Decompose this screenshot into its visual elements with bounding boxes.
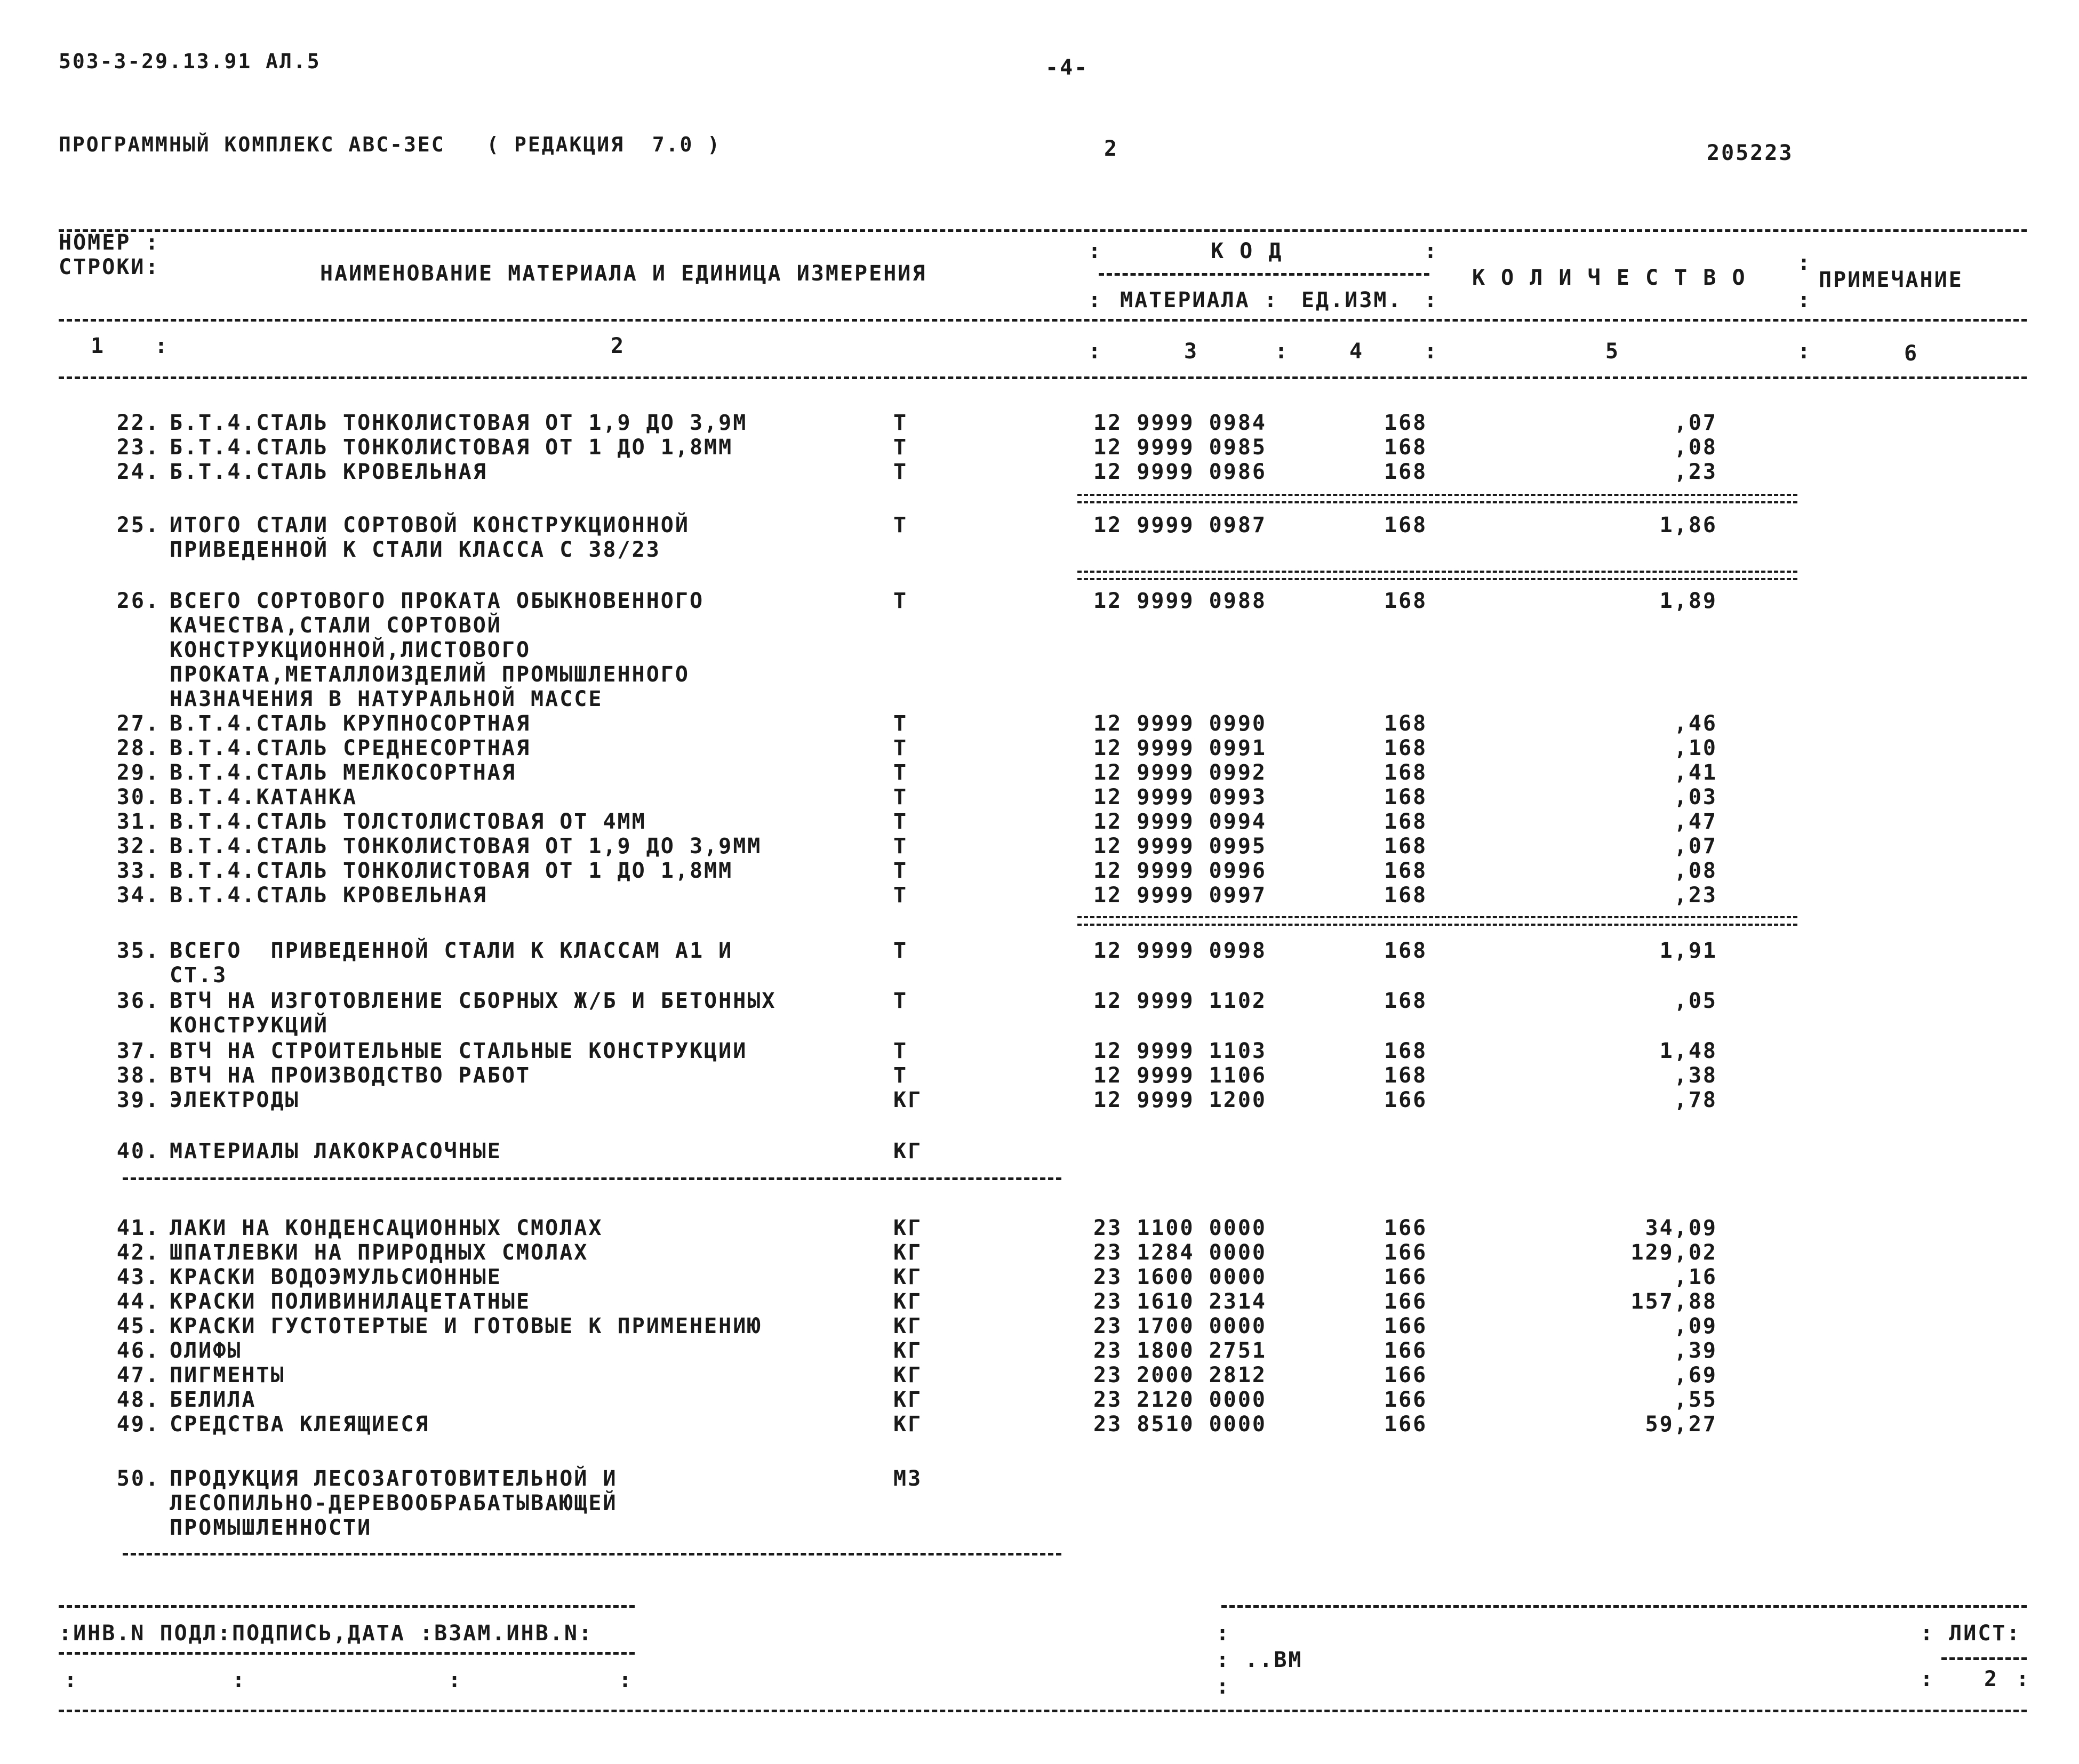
unit: Т <box>893 785 908 809</box>
material-code: 12 9999 0997 <box>1093 883 1267 908</box>
table-row <box>0 1314 2079 1338</box>
material-name: МАТЕРИАЛЫ ЛАКОКРАСОЧНЫЕ <box>170 1139 502 1164</box>
material-code: 23 1600 0000 <box>1093 1265 1267 1289</box>
row-number: 40. <box>116 1139 160 1164</box>
unit-code: 166 <box>1384 1265 1428 1289</box>
document-number: 205223 <box>1707 141 1794 165</box>
sheet-number: 2 <box>1984 1667 1999 1691</box>
table-row <box>0 1412 2079 1437</box>
quantity: ,78 <box>1674 1088 1717 1112</box>
row-number: 49. <box>116 1412 160 1437</box>
row-number: 29. <box>116 760 160 785</box>
row-number: 36. <box>116 989 160 1013</box>
row-number: 22. <box>116 411 160 435</box>
unit: КГ <box>893 1412 923 1437</box>
material-name-continued: ПРОМЫШЛЕННОСТИ <box>170 1516 372 1540</box>
table-row <box>0 435 2079 460</box>
material-code: 23 1700 0000 <box>1093 1314 1267 1338</box>
unit-code: 168 <box>1384 883 1428 908</box>
unit-code: 168 <box>1384 711 1428 736</box>
material-code: 23 8510 0000 <box>1093 1412 1267 1437</box>
unit: КГ <box>893 1088 923 1112</box>
unit-code: 168 <box>1384 513 1428 538</box>
row-number: 34. <box>116 883 160 908</box>
unit-code: 168 <box>1384 589 1428 613</box>
subtotal-rule <box>1077 571 1797 580</box>
material-name: В.Т.4.СТАЛЬ ТОНКОЛИСТОВАЯ ОТ 1 ДО 1,8ММ <box>170 859 733 883</box>
header-top-rule <box>59 229 2027 232</box>
unit-code: 168 <box>1384 785 1428 809</box>
material-code: 23 1800 2751 <box>1093 1338 1267 1363</box>
row-number: 30. <box>116 785 160 809</box>
material-name: ВТЧ НА СТРОИТЕЛЬНЫЕ СТАЛЬНЫЕ КОНСТРУКЦИИ <box>170 1039 748 1063</box>
table-row <box>0 989 2079 1013</box>
table-row <box>0 939 2079 963</box>
unit-code: 166 <box>1384 1216 1428 1240</box>
quantity: 59,27 <box>1645 1412 1717 1437</box>
material-name-continued: КОНСТРУКЦИЙ <box>170 1013 329 1038</box>
quantity: ,10 <box>1674 736 1717 760</box>
unit-code: 166 <box>1384 1412 1428 1437</box>
quantity: ,39 <box>1674 1338 1717 1363</box>
unit: КГ <box>893 1289 923 1314</box>
material-name: КРАСКИ ПОЛИВИНИЛАЦЕТАТНЫЕ <box>170 1289 531 1314</box>
table-row <box>0 834 2079 859</box>
material-name: ОЛИФЫ <box>170 1338 242 1363</box>
unit: Т <box>893 435 908 460</box>
quantity: ,09 <box>1674 1314 1717 1338</box>
quantity: ,07 <box>1674 834 1717 859</box>
material-name-continued: КАЧЕСТВА,СТАЛИ СОРТОВОЙ <box>170 613 502 638</box>
section-number: 2 <box>1104 137 1119 161</box>
stamp-top-rule <box>59 1605 635 1608</box>
table-row <box>0 711 2079 736</box>
material-name: ВСЕГО ПРИВЕДЕННОЙ СТАЛИ К КЛАССАМ А1 И <box>170 939 733 963</box>
table-row <box>0 1289 2079 1314</box>
material-code: 12 9999 0990 <box>1093 711 1267 736</box>
table-row <box>0 589 2079 613</box>
unit-code: 168 <box>1384 435 1428 460</box>
table-row <box>0 883 2079 908</box>
material-name-continued: СТ.3 <box>170 963 228 988</box>
unit: КГ <box>893 1363 923 1388</box>
unit: Т <box>893 989 908 1013</box>
quantity: ,69 <box>1674 1363 1717 1388</box>
table-row <box>0 1139 2079 1164</box>
material-name-continued: НАЗНАЧЕНИЯ В НАТУРАЛЬНОЙ МАССЕ <box>170 687 603 711</box>
row-number-header: НОМЕР : СТРОКИ: <box>59 230 160 279</box>
material-code: 23 2000 2812 <box>1093 1363 1267 1388</box>
quantity: ,08 <box>1674 435 1717 460</box>
quantity: ,23 <box>1674 460 1717 484</box>
note-header: ПРИМЕЧАНИЕ <box>1819 268 1963 292</box>
quantity: ,05 <box>1674 989 1717 1013</box>
material-code: 23 1284 0000 <box>1093 1240 1267 1265</box>
unit-code: 168 <box>1384 859 1428 883</box>
col-number-5: 5 <box>1605 339 1620 364</box>
material-name: ВСЕГО СОРТОВОГО ПРОКАТА ОБЫКНОВЕННОГО <box>170 589 705 613</box>
material-name: В.Т.4.СТАЛЬ ТОНКОЛИСТОВАЯ ОТ 1,9 ДО 3,9ММ <box>170 834 762 859</box>
material-name: В.Т.4.СТАЛЬ КРОВЕЛЬНАЯ <box>170 883 487 908</box>
unit-code: 168 <box>1384 1039 1428 1063</box>
unit: Т <box>893 460 908 484</box>
unit-code: 168 <box>1384 834 1428 859</box>
program-title: ПРОГРАММНЫЙ КОМПЛЕКС АВС-ЗЕС ( РЕДАКЦИЯ 7.0 ) <box>59 133 722 156</box>
material-code: 12 9999 1102 <box>1093 989 1267 1013</box>
row-number: 25. <box>116 513 160 538</box>
unit-code: 166 <box>1384 1338 1428 1363</box>
unit-code: 166 <box>1384 1289 1428 1314</box>
row-number: 41. <box>116 1216 160 1240</box>
quantity: 34,09 <box>1645 1216 1717 1240</box>
unit: КГ <box>893 1314 923 1338</box>
material-name: БЕЛИЛА <box>170 1388 257 1412</box>
material-code: 12 9999 0987 <box>1093 513 1267 538</box>
material-name: Б.Т.4.СТАЛЬ КРОВЕЛЬНАЯ <box>170 460 487 484</box>
document-code: 503-3-29.13.91 АЛ.5 <box>59 50 321 73</box>
table-row <box>0 1388 2079 1412</box>
unit-code: 166 <box>1384 1363 1428 1388</box>
row-number: 38. <box>116 1063 160 1088</box>
row-number: 43. <box>116 1265 160 1289</box>
quantity: ,46 <box>1674 711 1717 736</box>
name-header: НАИМЕНОВАНИЕ МАТЕРИАЛА И ЕДИНИЦА ИЗМЕРЕНИЯ <box>320 261 927 286</box>
unit: Т <box>893 513 908 538</box>
material-name: ЛАКИ НА КОНДЕНСАЦИОННЫХ СМОЛАХ <box>170 1216 603 1240</box>
material-name: КРАСКИ ГУСТОТЕРТЫЕ И ГОТОВЫЕ К ПРИМЕНЕНИЮ <box>170 1314 762 1338</box>
row-number: 24. <box>116 460 160 484</box>
unit-code: 166 <box>1384 1314 1428 1338</box>
table-row <box>0 513 2079 538</box>
material-name: В.Т.4.СТАЛЬ КРУПНОСОРТНАЯ <box>170 711 531 736</box>
material-name-continued: ЛЕСОПИЛЬНО-ДЕРЕВООБРАБАТЫВАЮЩЕЙ <box>170 1491 618 1516</box>
material-code: 12 9999 0986 <box>1093 460 1267 484</box>
unit: КГ <box>893 1388 923 1412</box>
material-name: ИТОГО СТАЛИ СОРТОВОЙ КОНСТРУКЦИОННОЙ <box>170 513 690 538</box>
table-row <box>0 1338 2079 1363</box>
material-code: 12 9999 0995 <box>1093 834 1267 859</box>
subtotal-rule <box>1077 916 1797 926</box>
unit: Т <box>893 589 908 613</box>
material-name-continued: КОНСТРУКЦИОННОЙ,ЛИСТОВОГО <box>170 638 531 662</box>
table-row <box>0 1265 2079 1289</box>
page-mark: -4- <box>1045 55 1089 80</box>
material-code: 12 9999 1106 <box>1093 1063 1267 1088</box>
row-number: 42. <box>116 1240 160 1265</box>
material-code: 12 9999 0988 <box>1093 589 1267 613</box>
material-name: ПИГМЕНТЫ <box>170 1363 285 1388</box>
material-code: 23 1610 2314 <box>1093 1289 1267 1314</box>
material-name: В.Т.4.СТАЛЬ СРЕДНЕСОРТНАЯ <box>170 736 531 760</box>
material-code: 12 9999 0994 <box>1093 809 1267 834</box>
unit: Т <box>893 809 908 834</box>
header-bottom-rule <box>59 376 2027 379</box>
table-row <box>0 1063 2079 1088</box>
unit-code: 166 <box>1384 1240 1428 1265</box>
unit-code: 166 <box>1384 1388 1428 1412</box>
unit: Т <box>893 411 908 435</box>
quantity: 129,02 <box>1630 1240 1717 1265</box>
quantity: 157,88 <box>1630 1289 1717 1314</box>
quantity: ,08 <box>1674 859 1717 883</box>
code-divider <box>1099 273 1429 276</box>
unit: Т <box>893 859 908 883</box>
table-row <box>0 1088 2079 1112</box>
quantity: 1,91 <box>1659 939 1717 963</box>
material-code: 12 9999 0998 <box>1093 939 1267 963</box>
quantity: ,47 <box>1674 809 1717 834</box>
page-bottom-rule <box>59 1710 2027 1712</box>
unit: Т <box>893 834 908 859</box>
material-name: КРАСКИ ВОДОЭМУЛЬСИОННЫЕ <box>170 1265 502 1289</box>
quantity: ,03 <box>1674 785 1717 809</box>
col-number-4: 4 <box>1349 339 1364 364</box>
code-header: К О Д <box>1211 239 1283 263</box>
col-number-3: 3 <box>1184 339 1199 364</box>
quantity: ,55 <box>1674 1388 1717 1412</box>
row-number: 50. <box>116 1466 160 1491</box>
material-name: Б.Т.4.СТАЛЬ ТОНКОЛИСТОВАЯ ОТ 1 ДО 1,8ММ <box>170 435 733 460</box>
material-name: ВТЧ НА ПРОИЗВОДСТВО РАБОТ <box>170 1063 531 1088</box>
unit: Т <box>893 760 908 785</box>
table-row <box>0 760 2079 785</box>
table-row <box>0 859 2079 883</box>
subtotal-rule <box>1077 494 1797 503</box>
material-name: В.Т.4.КАТАНКА <box>170 785 358 809</box>
material-code: 12 9999 0984 <box>1093 411 1267 435</box>
unit: КГ <box>893 1216 923 1240</box>
quantity: ,41 <box>1674 760 1717 785</box>
table-row <box>0 1363 2079 1388</box>
quantity: 1,48 <box>1659 1039 1717 1063</box>
material-name: Б.Т.4.СТАЛЬ ТОНКОЛИСТОВАЯ ОТ 1,9 ДО 3,9М <box>170 411 748 435</box>
unit-code: 168 <box>1384 1063 1428 1088</box>
material-name: ШПАТЛЕВКИ НА ПРИРОДНЫХ СМОЛАХ <box>170 1240 589 1265</box>
row-number: 37. <box>116 1039 160 1063</box>
row-number: 33. <box>116 859 160 883</box>
unit: Т <box>893 1063 908 1088</box>
col-number-6: 6 <box>1904 341 1919 366</box>
unit: Т <box>893 711 908 736</box>
unit-code: 166 <box>1384 1088 1428 1112</box>
unit-code: 168 <box>1384 989 1428 1013</box>
row-number: 48. <box>116 1388 160 1412</box>
sheet-label: : ЛИСТ: <box>1920 1621 2021 1646</box>
row-number: 46. <box>116 1338 160 1363</box>
material-name-continued: ПРОКАТА,МЕТАЛЛОИЗДЕЛИЙ ПРОМЫШЛЕННОГО <box>170 662 690 687</box>
table-row <box>0 1039 2079 1063</box>
material-code: 12 9999 0985 <box>1093 435 1267 460</box>
material-code: 23 2120 0000 <box>1093 1388 1267 1412</box>
unit-code: 168 <box>1384 411 1428 435</box>
row-number: 47. <box>116 1363 160 1388</box>
unit: Т <box>893 1039 908 1063</box>
unit: КГ <box>893 1265 923 1289</box>
sheet-divider <box>1941 1657 2027 1660</box>
material-code: 12 9999 0996 <box>1093 859 1267 883</box>
material-name: В.Т.4.СТАЛЬ МЕЛКОСОРТНАЯ <box>170 760 516 785</box>
table-row <box>0 411 2079 435</box>
table-row <box>0 1240 2079 1265</box>
row-number: 28. <box>116 736 160 760</box>
material-code: 23 1100 0000 <box>1093 1216 1267 1240</box>
group-rule <box>123 1177 1061 1180</box>
quantity: ,23 <box>1674 883 1717 908</box>
unit-code: 168 <box>1384 760 1428 785</box>
unit-code: 168 <box>1384 809 1428 834</box>
row-number: 44. <box>116 1289 160 1314</box>
material-code: 12 9999 0991 <box>1093 736 1267 760</box>
row-number: 39. <box>116 1088 160 1112</box>
unit-code: 168 <box>1384 736 1428 760</box>
table-row <box>0 736 2079 760</box>
material-name: ЭЛЕКТРОДЫ <box>170 1088 300 1112</box>
material-name: В.Т.4.СТАЛЬ ТОЛСТОЛИСТОВАЯ ОТ 4ММ <box>170 809 646 834</box>
quantity: 1,86 <box>1659 513 1717 538</box>
table-row <box>0 1466 2079 1491</box>
material-code: 12 9999 0992 <box>1093 760 1267 785</box>
row-number: 32. <box>116 834 160 859</box>
material-name: СРЕДСТВА КЛЕЯЩИЕСЯ <box>170 1412 430 1437</box>
unit: КГ <box>893 1338 923 1363</box>
quantity: 1,89 <box>1659 589 1717 613</box>
quantity: ,38 <box>1674 1063 1717 1088</box>
quantity: ,16 <box>1674 1265 1717 1289</box>
unit: Т <box>893 883 908 908</box>
row-number: 45. <box>116 1314 160 1338</box>
row-number: 31. <box>116 809 160 834</box>
header-mid-rule <box>59 319 2027 322</box>
table-row <box>0 460 2079 484</box>
material-name: ВТЧ НА ИЗГОТОВЛЕНИЕ СБОРНЫХ Ж/Б И БЕТОННЫХ <box>170 989 777 1013</box>
table-row <box>0 785 2079 809</box>
row-number: 26. <box>116 589 160 613</box>
row-number: 35. <box>116 939 160 963</box>
unit-code: 168 <box>1384 460 1428 484</box>
material-header: МАТЕРИАЛА <box>1120 288 1250 312</box>
unit-header: ЕД.ИЗМ. <box>1301 288 1403 312</box>
table-row <box>0 1216 2079 1240</box>
material-code: 12 9999 1103 <box>1093 1039 1267 1063</box>
unit: М3 <box>893 1466 923 1491</box>
col-number-2: 2 <box>611 334 626 358</box>
unit: КГ <box>893 1240 923 1265</box>
title-block-top-rule <box>1221 1605 2027 1608</box>
stamp-mid-rule <box>59 1652 635 1655</box>
quantity: ,07 <box>1674 411 1717 435</box>
unit-code: 168 <box>1384 939 1428 963</box>
material-name: ПРОДУКЦИЯ ЛЕСОЗАГОТОВИТЕЛЬНОЙ И <box>170 1466 618 1491</box>
table-row <box>0 809 2079 834</box>
unit: КГ <box>893 1139 923 1164</box>
vm-mark: : ..ВМ <box>1216 1648 1303 1672</box>
material-code: 12 9999 0993 <box>1093 785 1267 809</box>
col-number-1: 1 <box>91 334 106 358</box>
row-number: 27. <box>116 711 160 736</box>
material-name-continued: ПРИВЕДЕННОЙ К СТАЛИ КЛАССА С 38/23 <box>170 538 661 562</box>
unit: Т <box>893 939 908 963</box>
group-rule <box>123 1553 1061 1555</box>
row-number: 23. <box>116 435 160 460</box>
stamp-fields: :ИНВ.N ПОДЛ:ПОДПИСЬ,ДАТА :ВЗАМ.ИНВ.N: <box>59 1621 594 1646</box>
quantity-header: К О Л И Ч Е С Т В О <box>1472 266 1747 290</box>
unit: Т <box>893 736 908 760</box>
material-code: 12 9999 1200 <box>1093 1088 1267 1112</box>
